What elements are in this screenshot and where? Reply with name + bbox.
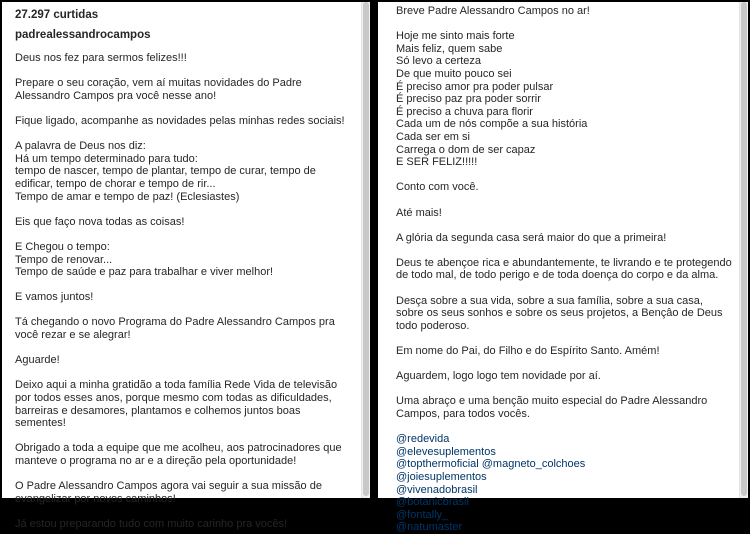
caption-paragraph: E vamos juntos! [15, 291, 94, 304]
likes-count[interactable]: 27.297 curtidas [15, 9, 99, 21]
caption-paragraph: Aguardem, logo logo tem novidade por aí. [396, 370, 601, 383]
caption-paragraph: E Chegou o tempo: Tempo de renovar... Tempo de saúde e paz para trabalhar e viver melhor! [15, 240, 274, 279]
scrollbar-thumb-left[interactable] [363, 2, 369, 496]
caption-paragraph: Tá chegando o novo Programa do Padre Alessandro Campos pra você rezar e se alegrar! [15, 316, 335, 342]
mention-link[interactable]: @topthermoficial @magneto_colchoes [396, 458, 586, 471]
mention-list [396, 433, 738, 534]
scrollbar-thumb-right[interactable] [741, 2, 747, 496]
caption-paragraph: Uma abraço e uma benção muito especial do Padre Alessandro Campos, para todos vocês. [396, 395, 708, 420]
caption-paragraph: A palavra de Deus nos diz: Há um tempo determinado para tudo: tempo de nascer, tempo de plantar, tempo de curar, tempo de edificar, tempo de chorar e tempo de rir... Tempo de amar e tempo de paz! (Eclesiastes) [15, 140, 316, 203]
caption-paragraph: Obrigado a toda a equipe que me acolheu, aos patrocinadores que manteve o programa no ar e a direção pela oportunidade! [15, 442, 342, 467]
caption-paragraph: Aguarde! [15, 354, 60, 367]
mention-link[interactable]: @natumaster [396, 521, 463, 534]
caption-paragraph: Hoje me sinto mais forte Mais feliz, quem sabe Só levo a certeza De que muito pouco sei É preciso amor pra poder pulsar É preciso paz pra poder sorrir É preciso a chuva para florir Cada um de nós compõe a sua história Cada ser em si Carrega o dom de ser capaz E SER FELIZ!!!!! [396, 30, 588, 169]
caption-paragraph: Fique ligado, acompanhe as novidades pelas minhas redes sociais! [15, 114, 345, 127]
caption-paragraph: Prepare o seu coração, vem aí muitas novidades do Padre Alessandro Campos pra você nesse ano! [15, 77, 302, 102]
caption-paragraph: A glória da segunda casa será maior do que a primeira! [396, 231, 667, 244]
caption-text-right [396, 5, 738, 421]
caption-paragraph: Deixo aqui a minha gratidão a toda família Rede Vida de televisão por todos esses anos, porque mesmo com todas as dificuldades, barreiras e desamores, plantamos e colhemos juntos boas sementes! [15, 379, 338, 430]
caption-paragraph: Eis que faço nova todas as coisas! [15, 215, 185, 228]
caption-panel-left [2, 2, 370, 530]
caption-paragraph: Breve Padre Alessandro Campos no ar! [396, 5, 590, 17]
caption-text-left [15, 52, 360, 531]
caption-paragraph: Até mais! [396, 206, 442, 219]
mention-link[interactable]: @redevida [396, 433, 450, 446]
scrollbar-left[interactable] [361, 2, 370, 498]
caption-paragraph: Já estou preparando tudo com muito carinho pra vocês! [15, 517, 288, 530]
mention-link[interactable]: @joiesuplementos [396, 470, 487, 483]
mention-link[interactable]: @fontally_ [396, 508, 449, 521]
scrollbar-right[interactable] [739, 2, 748, 498]
caption-panel-right [378, 2, 748, 534]
caption-paragraph: Desça sobre a sua vida, sobre a sua família, sobre a sua casa, sobre os seus sonhos e sobre os seus projetos, a Bençâo de Deus todo poderoso. [396, 294, 723, 332]
caption-paragraph: Deus nos fez para sermos felizes!!! [15, 52, 187, 64]
mention-link[interactable]: @vivenadobrasil [396, 483, 478, 496]
mention-link[interactable]: @botanicbrasil [396, 496, 469, 509]
caption-paragraph: Em nome do Pai, do Filho e do Espírito Santo. Amém! [396, 345, 660, 358]
username[interactable]: padrealessandrocampos [15, 29, 151, 41]
mention-link[interactable]: @elevesuplementos [396, 445, 496, 458]
caption-paragraph: Deus te abençoe rica e abundantemente, te livrando e te protegendo de todo mal, de todo perigo e de toda doença do corpo e da alma. [396, 256, 732, 282]
caption-paragraph: Conto com você. [396, 181, 479, 194]
caption-paragraph: O Padre Alessandro Campos agora vai seguir a sua missão de evangelizar por novos caminhos! [15, 480, 322, 505]
